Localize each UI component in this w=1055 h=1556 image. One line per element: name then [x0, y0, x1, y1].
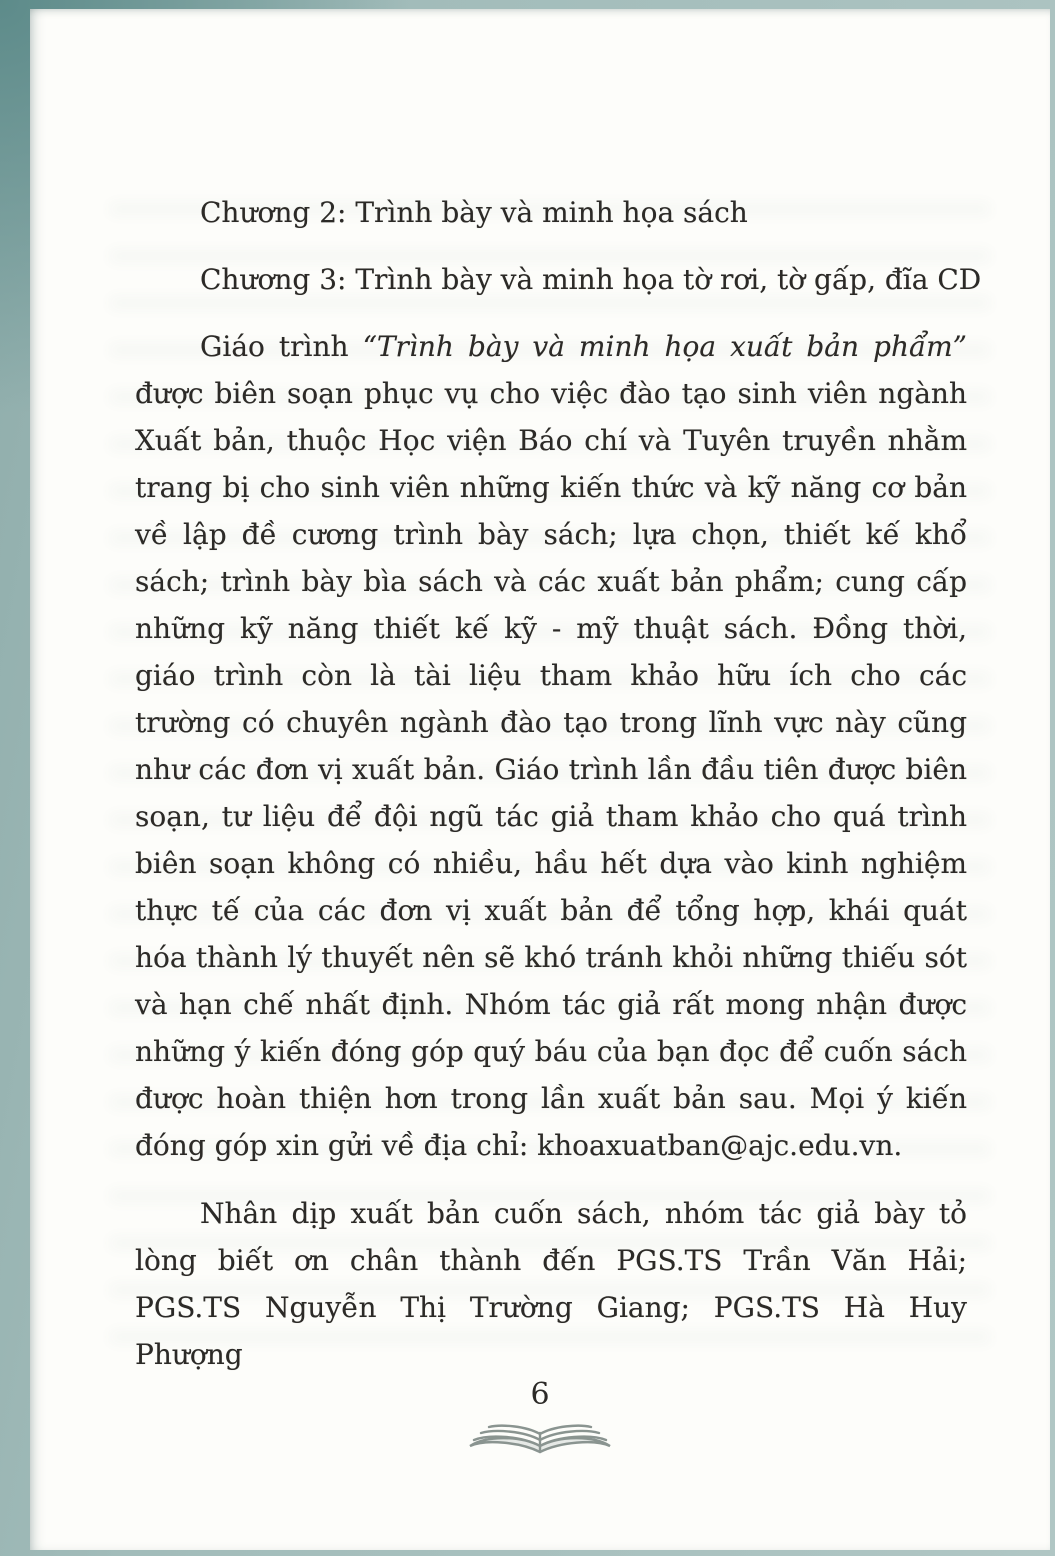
paragraph-introduction-lead: Giáo trình [200, 330, 363, 363]
book-title-italic: “Trình bày và minh họa xuất bản phẩm” [362, 330, 967, 363]
page-footer [30, 1377, 1050, 1460]
paragraph-acknowledgement: Nhân dịp xuất bản cuốn sách, nhóm tác giả bày tỏ lòng biết ơn chân thành đến PGS.TS Trần Văn Hải; PGS.TS Nguyễn Thị Trường Giang; PGS.TS Hà Huy Phượng [135, 1197, 967, 1371]
paragraph-introduction-rest: được biên soạn phục vụ cho việc đào tạo sinh viên ngành Xuất bản, thuộc Học viện Báo chí và Tuyên truyền nhằm trang bị cho sinh viên những kiến thức và kỹ năng cơ bản về lập đề cương trình bày sách; lựa chọn, thiết kế khổ sách; trình bày bìa sách và các xuất bản phẩm; cung cấp những kỹ năng thiết kế kỹ - mỹ thuật sách. Đồng thời, giáo trình còn là tài liệu tham khảo hữu ích cho các trường có chuyên ngành đào tạo trong lĩnh vực này cũng như các đơn vị xuất bản. Giáo trình lần đầu tiên được biên soạn, tư liệu để đội ngũ tác giả tham khảo cho quá trình biên soạn không có nhiều, hầu hết dựa vào kinh nghiệm thực tế của các đơn vị xuất bản để tổng hợp, khái quát hóa thành lý thuyết nên sẽ khó tránh khỏi những thiếu sót và hạn chế nhất định. Nhóm tác giả rất mong nhận được những ý kiến đóng góp quý báu của bạn đọc để cuốn sách được hoàn thiện hơn trong lần xuất bản sau. Mọi ý kiến đóng góp xin gửi về địa chỉ: khoaxuatban@ajc.edu.vn. [135, 377, 967, 1162]
paper-sheet [30, 9, 1050, 1550]
page-number: 6 [530, 1377, 550, 1412]
paragraph-introduction [135, 323, 967, 1169]
toc-line-chapter-2: Chương 2: Trình bày và minh họa sách [200, 196, 748, 229]
open-book-icon [465, 1418, 615, 1460]
page-content [135, 189, 982, 1378]
toc-line-chapter-3: Chương 3: Trình bày và minh họa tờ rơi, tờ gấp, đĩa CD [200, 263, 982, 296]
